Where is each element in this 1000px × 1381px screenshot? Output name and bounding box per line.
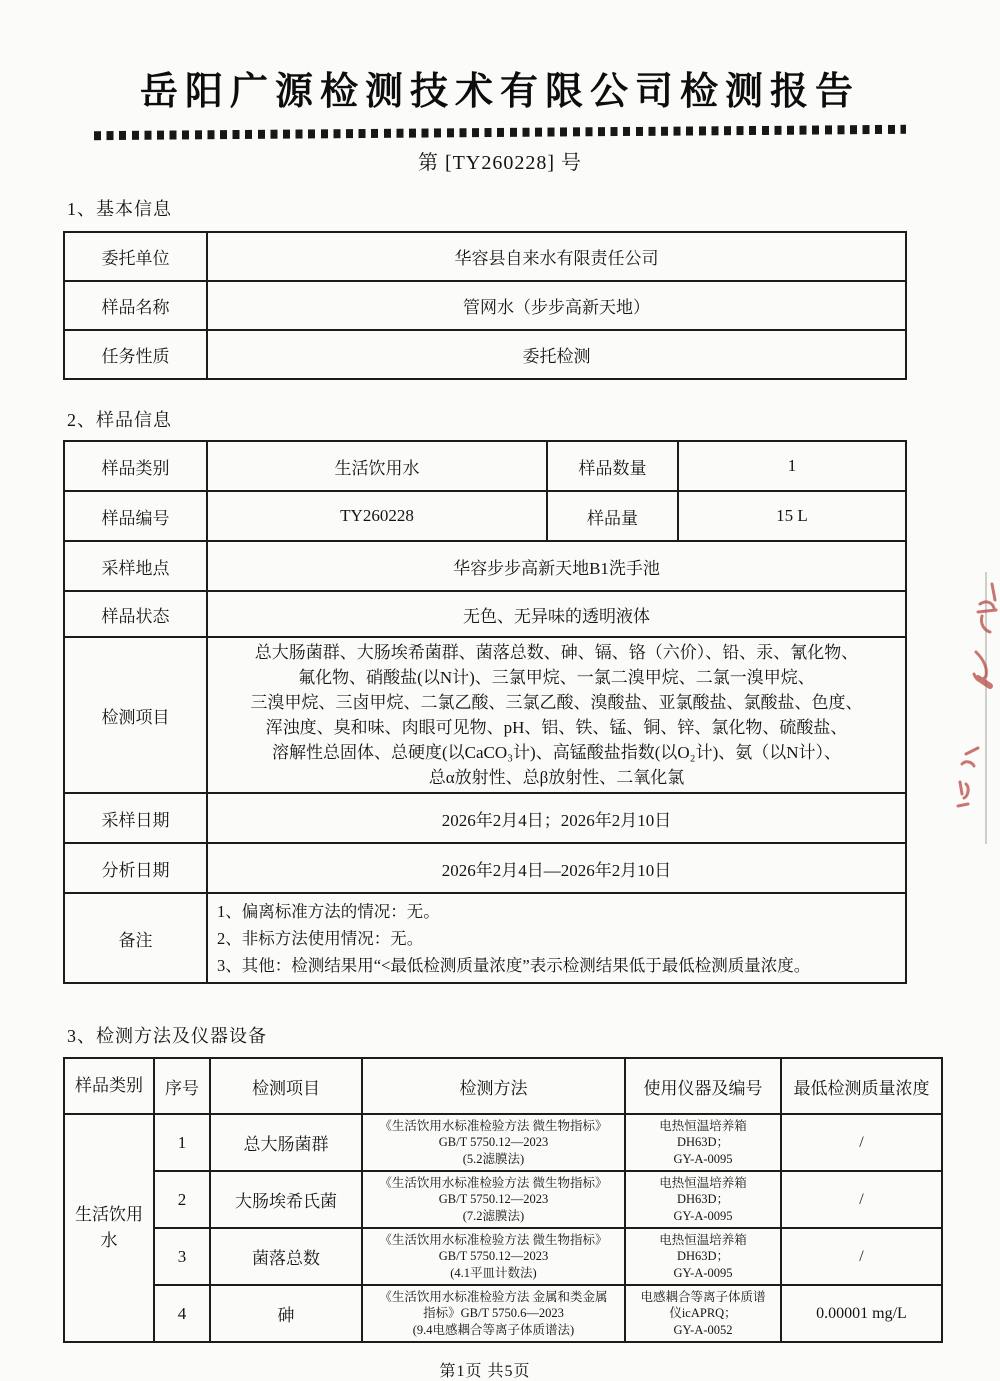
method-line: 《生活饮用水标准检验方法 金属和类金属 [379, 1289, 608, 1304]
title-divider [94, 125, 906, 140]
instrument-line: 电热恒温培养箱 [659, 1175, 747, 1190]
sample-info-table [63, 440, 907, 984]
test-items-line: 总大肠菌群、大肠埃希菌群、菌落总数、砷、镉、铬（六价）、铅、汞、氰化物、 [254, 643, 859, 662]
remark-line: 1、偏离标准方法的情况：无。 [217, 901, 440, 921]
table-row [64, 232, 906, 281]
methods-table [63, 1057, 943, 1343]
row-value: 2026年2月4日；2026年2月10日 [207, 793, 906, 843]
row-instrument [625, 1114, 781, 1171]
table-row [64, 1114, 942, 1171]
method-line: GB/T 5750.12—2023 [438, 1249, 549, 1264]
table-row [64, 1228, 942, 1285]
row-value: 生活饮用水 [207, 441, 547, 491]
row-label: 检测项目 [64, 637, 207, 793]
row-method [362, 1114, 625, 1171]
row-value: 无色、无异味的透明液体 [207, 591, 906, 637]
col-header-no: 序号 [154, 1058, 210, 1114]
test-items-line: 浑浊度、臭和味、肉眼可见物、pH、铝、铁、锰、铜、锌、氯化物、硫酸盐、 [265, 718, 848, 737]
row-limit: 0.00001 mg/L [781, 1285, 942, 1342]
row-value: 委托检测 [207, 330, 906, 379]
table-row [64, 591, 906, 637]
method-line: (9.4电感耦合等离子体质谱法) [412, 1322, 575, 1337]
row-item: 菌落总数 [210, 1228, 362, 1285]
table-row [64, 1171, 942, 1228]
remark-line: 3、其他：检测结果用“<最低检测质量浓度”表示检测结果低于最低检测质量浓度。 [217, 955, 811, 975]
test-items-cell [207, 637, 906, 793]
document-number: 第 [TY260228] 号 [418, 152, 582, 174]
row-label: 样品量 [547, 491, 678, 541]
row-label: 样品数量 [547, 441, 678, 491]
row-label: 任务性质 [64, 330, 207, 379]
row-label: 分析日期 [64, 843, 207, 893]
row-no: 3 [154, 1228, 210, 1285]
section-heading-basic-info: 1、基本信息 [67, 199, 172, 219]
row-label: 样品类别 [64, 441, 207, 491]
instrument-line: DH63D； [676, 1135, 730, 1150]
method-line: GB/T 5750.12—2023 [438, 1135, 549, 1150]
method-line: GB/T 5750.12—2023 [438, 1192, 549, 1207]
method-line: (5.2滤膜法) [462, 1151, 525, 1166]
table-row [64, 793, 906, 843]
instrument-line: 电热恒温培养箱 [659, 1118, 747, 1133]
method-line: 《生活饮用水标准检验方法 微生物指标》 [379, 1175, 608, 1190]
scan-fold-line [985, 572, 987, 844]
row-value: 2026年2月4日—2026年2月10日 [207, 843, 906, 893]
row-value: 1 [678, 441, 906, 491]
basic-info-table [63, 231, 907, 380]
col-header-limit: 最低检测质量浓度 [781, 1058, 942, 1114]
method-line: 指标》GB/T 5750.6—2023 [423, 1306, 564, 1321]
instrument-line: 电感耦合等离子体质谱 [640, 1289, 766, 1304]
section-heading-methods: 3、检测方法及仪器设备 [67, 1026, 267, 1046]
row-limit: / [781, 1114, 942, 1171]
table-row [64, 441, 906, 491]
row-label: 备注 [64, 893, 207, 983]
instrument-line: 电热恒温培养箱 [659, 1232, 747, 1247]
instrument-line: 仪icAPRQ； [669, 1306, 737, 1321]
instrument-line: GY-A-0052 [673, 1322, 733, 1337]
section-heading-sample-info: 2、样品信息 [67, 410, 172, 430]
row-item: 总大肠菌群 [210, 1114, 362, 1171]
table-row-test-items [64, 637, 906, 793]
table-row [64, 843, 906, 893]
row-label: 样品名称 [64, 281, 207, 330]
instrument-line: DH63D； [676, 1249, 730, 1264]
row-instrument [625, 1171, 781, 1228]
row-value: 15 L [678, 491, 906, 541]
row-label: 样品状态 [64, 591, 207, 637]
row-method [362, 1171, 625, 1228]
page-title: 岳阳广源检测技术有限公司检测报告 [139, 71, 860, 113]
row-method [362, 1228, 625, 1285]
remarks-cell [207, 893, 906, 983]
row-value: 华容步步高新天地B1洗手池 [207, 541, 906, 591]
table-header-row [64, 1058, 942, 1114]
instrument-line: GY-A-0095 [673, 1265, 733, 1280]
method-line: (4.1平皿计数法) [450, 1265, 537, 1280]
table-row [64, 491, 906, 541]
row-label: 采样日期 [64, 793, 207, 843]
row-label: 样品编号 [64, 491, 207, 541]
col-header-sample-type: 样品类别 [64, 1058, 154, 1114]
red-stamp-fragment [952, 578, 1000, 844]
instrument-line: DH63D； [676, 1192, 730, 1207]
row-value: TY260228 [207, 491, 547, 541]
sample-type-cell: 生活饮用水 [64, 1114, 154, 1342]
col-header-instrument: 使用仪器及编号 [625, 1058, 781, 1114]
col-header-method: 检测方法 [362, 1058, 625, 1114]
row-no: 4 [154, 1285, 210, 1342]
row-instrument [625, 1228, 781, 1285]
row-method [362, 1285, 625, 1342]
test-items-line: 氟化物、硝酸盐(以N计)、三氯甲烷、一氯二溴甲烷、二氯一溴甲烷、 [298, 668, 815, 687]
row-value: 华容县自来水有限责任公司 [207, 232, 906, 281]
row-limit: / [781, 1228, 942, 1285]
row-label: 委托单位 [64, 232, 207, 281]
table-row [64, 281, 906, 330]
row-item: 砷 [210, 1285, 362, 1342]
row-label: 采样地点 [64, 541, 207, 591]
remark-line: 2、非标方法使用情况：无。 [217, 928, 424, 948]
instrument-line: GY-A-0095 [673, 1151, 733, 1166]
page-indicator: 第1页 共5页 [439, 1363, 531, 1380]
row-limit: / [781, 1171, 942, 1228]
table-row [64, 1285, 942, 1342]
test-items-line: 总α放射性、总β放射性、二氧化氯 [428, 768, 685, 787]
method-line: 《生活饮用水标准检验方法 微生物指标》 [379, 1118, 608, 1133]
row-value: 管网水（步步高新天地） [207, 281, 906, 330]
method-line: (7.2滤膜法) [462, 1208, 525, 1223]
row-no: 2 [154, 1171, 210, 1228]
method-line: 《生活饮用水标准检验方法 微生物指标》 [379, 1232, 608, 1247]
table-row [64, 330, 906, 379]
test-items-line: 溶解性总固体、总硬度(以CaCO₃计)、高锰酸盐指数(以O₂计)、氨（以N计）、 [271, 743, 842, 762]
table-row-remarks [64, 893, 906, 983]
row-no: 1 [154, 1114, 210, 1171]
table-row [64, 541, 906, 591]
row-item: 大肠埃希氏菌 [210, 1171, 362, 1228]
col-header-item: 检测项目 [210, 1058, 362, 1114]
instrument-line: GY-A-0095 [673, 1208, 733, 1223]
test-items-line: 三溴甲烷、三卤甲烷、二氯乙酸、三氯乙酸、溴酸盐、亚氯酸盐、氯酸盐、色度、 [250, 693, 863, 712]
row-instrument [625, 1285, 781, 1342]
